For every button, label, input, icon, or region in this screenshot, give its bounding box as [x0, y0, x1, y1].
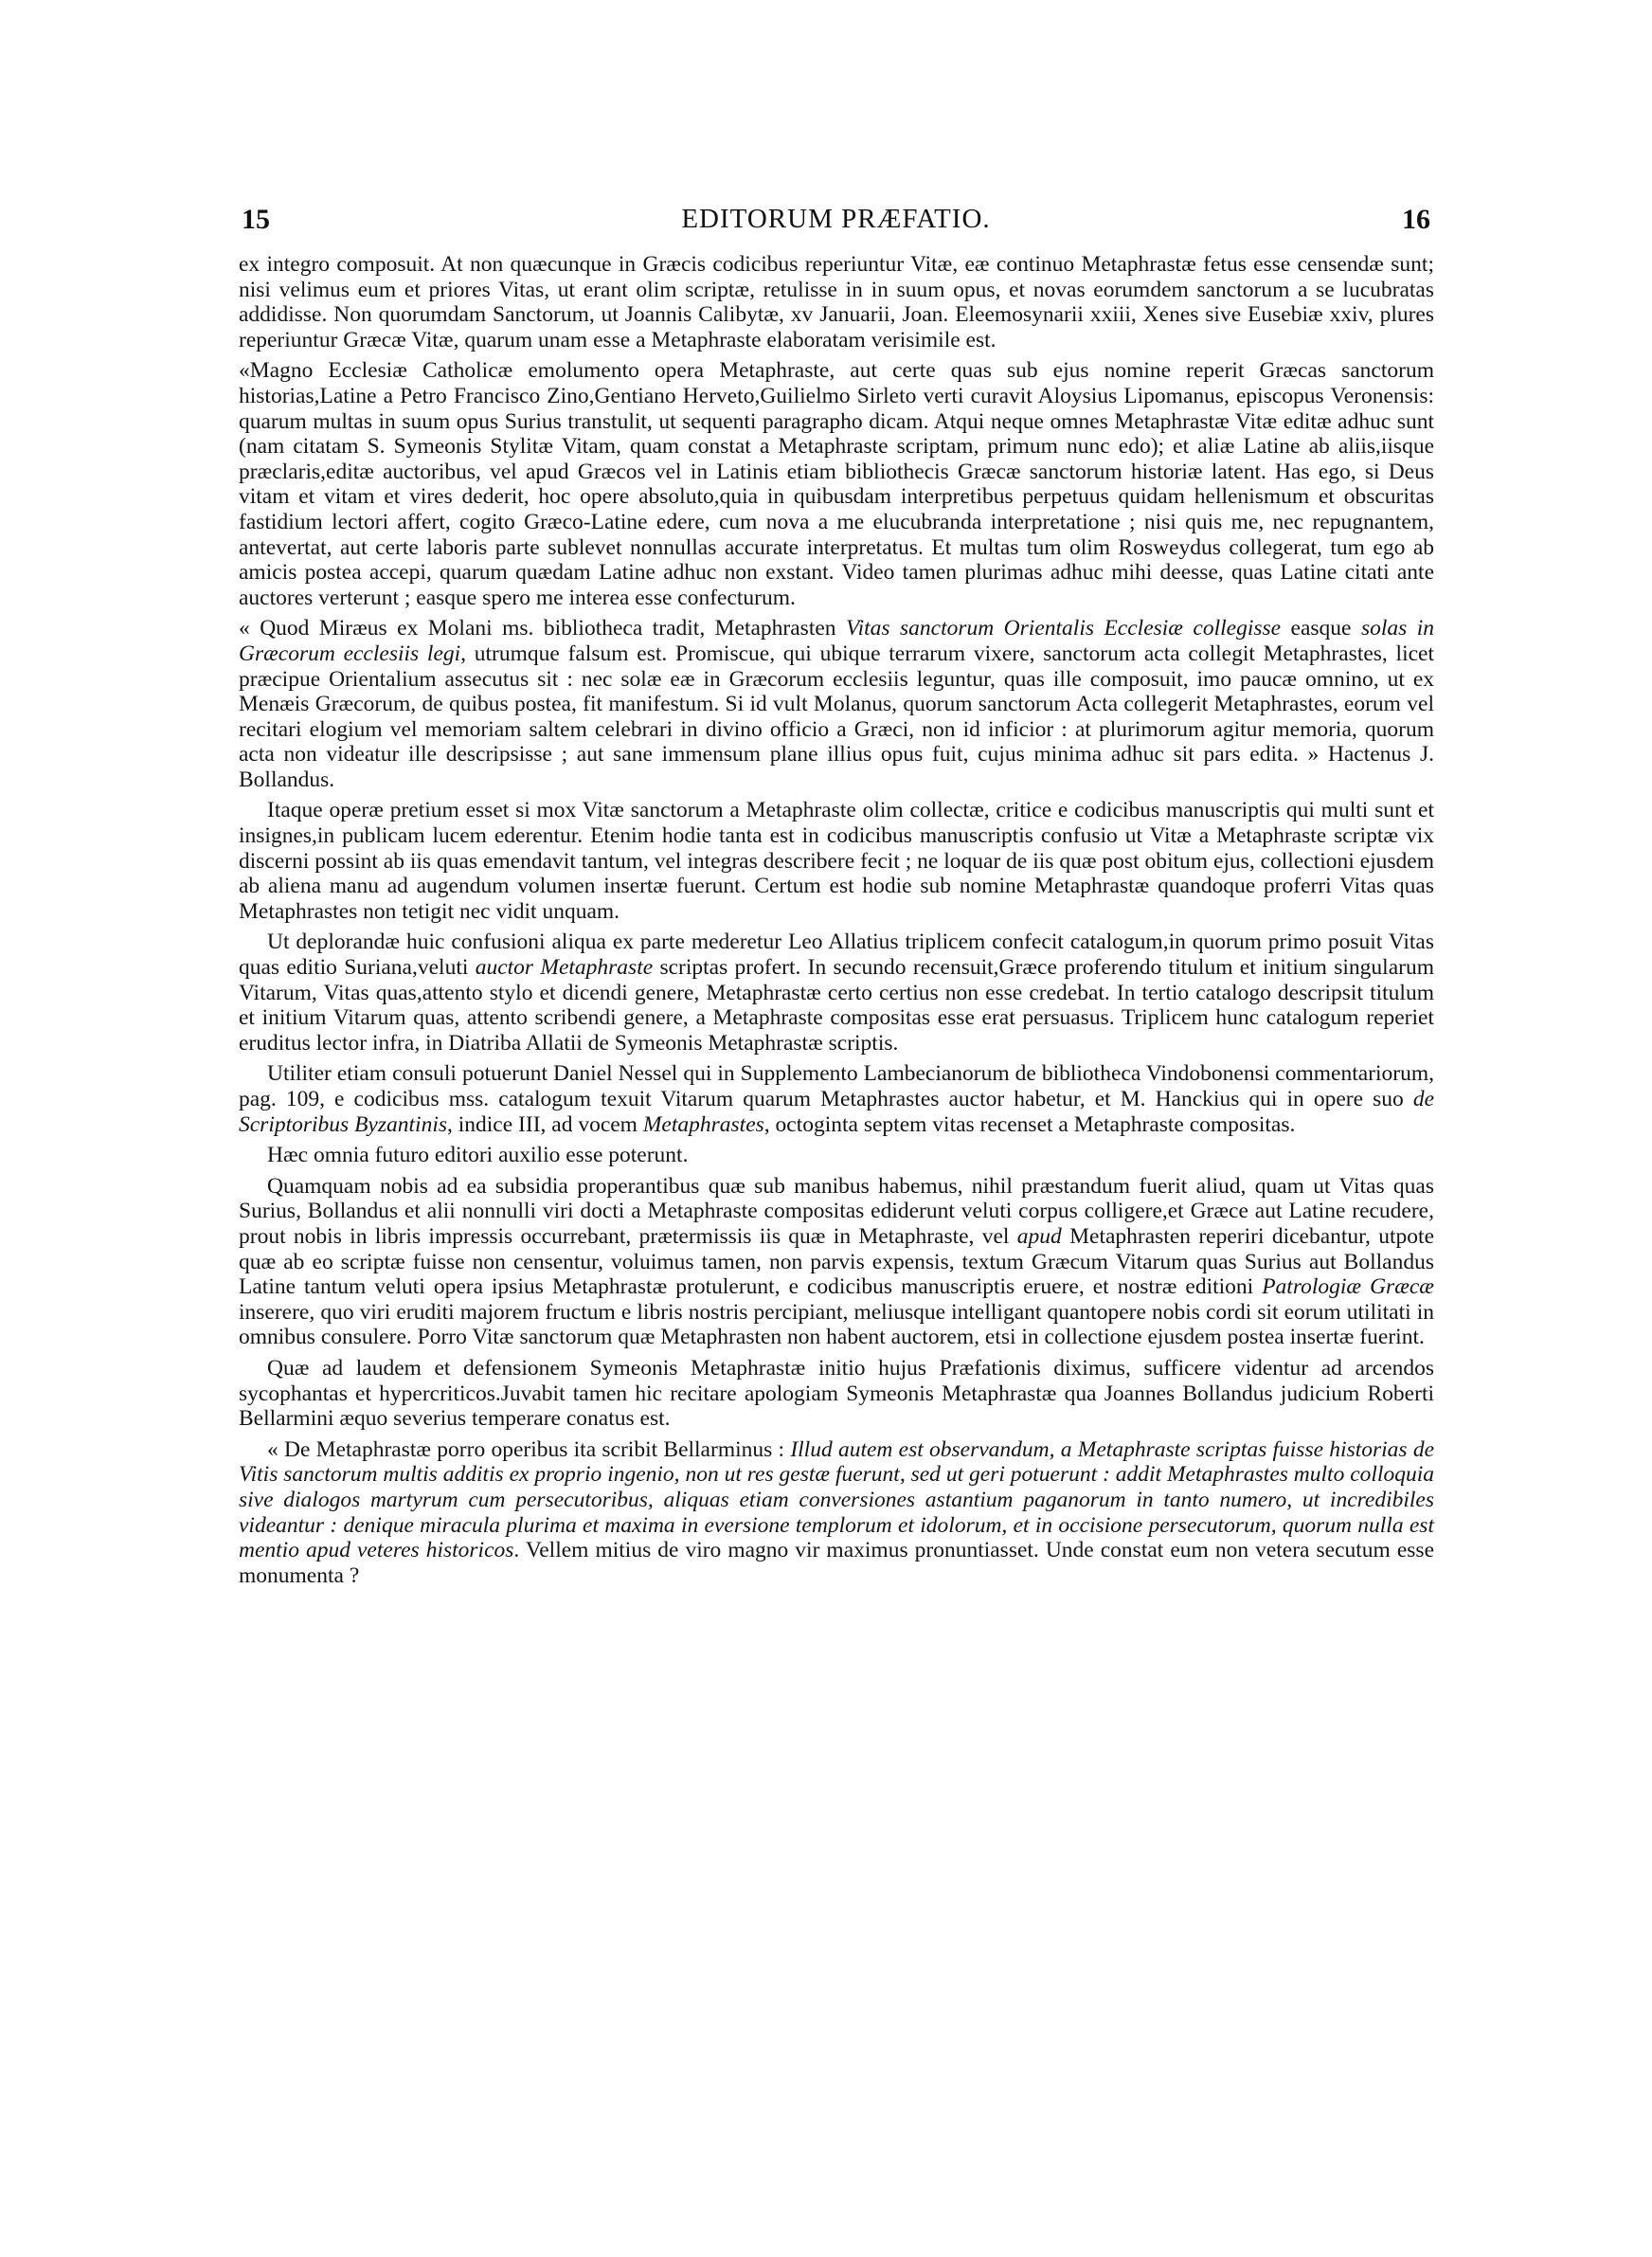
paragraph [239, 930, 1434, 1056]
text-run: Hæc omnia futuro editori auxilio esse poterunt. [267, 1143, 689, 1168]
text-run: , indice III, ad vocem [447, 1111, 643, 1137]
paragraph [239, 798, 1434, 924]
text-run: scriptas profert. In secundo recensuit,Græce proferendo titulum et initium singularum Vitarum, Vitas quas,attento stylo et dicendi genere, Metaphrastæ certo certius non esse credebat. In tertio catalogo descripsit titulum et initium Vitarum quas, attento scribendi genere, a Metaphraste compositas esse erat persuasus. Triplicem hunc catalogum reperiet eruditus lector infra, in Diatriba Allatii de Symeonis Metaphrastæ scriptis. [239, 955, 1434, 1056]
body-text [239, 252, 1434, 1594]
paragraph [239, 1061, 1434, 1137]
text-run: . Vellem mitius de viro magno vir maximus pronuntiasset. Unde constat eum non vetera secutum esse monumenta ? [239, 1538, 1434, 1588]
paragraph [239, 616, 1434, 792]
italic-text: auctor Metaphraste [475, 955, 654, 981]
page-number-left: 15 [242, 204, 270, 235]
text-run: Metaphrasten reperiri dicebantur, utpote quæ ab eo scriptæ fuisse non censentur, voluimus tamen, non parvis expensis, textum Græcum Vitarum quas Surius aut Bollandus Latine tantum veluti opera ipsius Metaphrastæ protulerunt, e codicibus manuscriptis eruere, et nostræ editioni [239, 1223, 1434, 1300]
text-run: «Magno Ecclesiæ Catholicæ emolumento opera Metaphraste, aut certe quas sub ejus nomine reperit Græcas sanctorum historias,Latine a Petro Francisco Zino,Gentiano Herveto,Guilielmo Sirleto verti curavit Aloysius Lipomanus, episcopus Veronensis: quarum multas in suum opus Surius transtulit, ut sequenti paragrapho dicam. Atqui neque omnes Metaphrastæ Vitæ editæ adhuc sunt (nam citatam S. Symeonis Stylitæ Vitam, quam constat a Metaphraste scriptam, primum nunc edo); et aliæ Latine ab aliis,iisque præclaris,editæ auctoribus, vel apud Græcos vel in Latinis etiam bibliothecis Græcæ sanctorum historiæ latent. Has ego, si Deus vitam et vitam et vires dederit, hoc opere absoluto,quia in quibusdam interpretibus perpetuus quidam hellenismum et obscuritas fastidium lectori affert, cogito Græco-Latine edere, cum nova a me elucubranda interpretatione ; nisi quis me, nec repugnantem, antevertat, aut certe laboris parte sublevet nonnullas accurate interpretatus. Et multas tum olim Rosweydus collegerat, tum ego ab amicis postea accepi, quarum quædam Latine adhuc non exstant. Video tamen plurimas adhuc mihi deesse, quas Latine citati ante auctores verterunt ; easque spero me interea esse confecturum. [239, 358, 1434, 610]
italic-text: Vitas sanctorum Orientalis Ecclesiæ collegisse [846, 616, 1282, 641]
paragraph [239, 358, 1434, 610]
italic-text: Metaphrastes [642, 1111, 764, 1137]
paragraph [239, 1356, 1434, 1432]
italic-text: solas in Græcorum ecclesiis legi [239, 616, 1434, 666]
text-run: inserere, quo viri eruditi majorem fructum e libris nostris percipiant, meliusque intelligant quantopere nobis cordi sit eorum utilitati in omnibus consulere. Porro Vitæ sanctorum quæ Metaphrasten non habent auctorem, etsi in collectione ejusdem postea insertæ fuerint. [239, 1299, 1434, 1350]
paragraph [239, 1143, 1434, 1168]
text-run: Quamquam nobis ad ea subsidia properantibus quæ sub manibus habemus, nihil præstandum fuerit aliud, quam ut Vitas quas Surius, Bollandus et alii nonnulli viri docti a Metaphraste compositas ediderunt veluti corpus colligere,et Græce aut Latine recudere, prout nobis in libris impressis occurrebant, prætermissis iis quæ in Metaphraste, vel [239, 1173, 1434, 1249]
italic-text: Patrologiæ Græcæ [1262, 1274, 1434, 1300]
text-run: ex integro composuit. At non quæcunque in Græcis codicibus reperiuntur Vitæ, eæ continuo Metaphrastæ fetus esse censendæ sunt; nisi velimus eum et priores Vitas, ut erant olim scriptæ, retulisse in in suum opus, et novas eorumdem sanctorum a se lucubratas addidisse. Non quorumdam Sanctorum, ut Joannis Calibytæ, xv Januarii, Joan. Eleemosynarii xxiii, Xenes sive Eusebiæ xxiv, plures reperiuntur Græcæ Vitæ, quarum unam esse a Metaphraste elaboratam verisimile est. [239, 252, 1434, 352]
italic-text: Illud autem est observandum, a Metaphraste scriptas fuisse historias de Vitis sanctorum multis additis ex proprio ingenio, non ut res gestæ fuerunt, sed ut geri potuerunt : addit Metaphrastes multo colloquia sive dialogos martyrum cum persecutoribus, aliquas etiam conversiones astantium paganorum in tanto numero, ut incredibiles videantur : denique miracula plurima et maxima in eversione templorum et idolorum, et in occisione persecutorum, quorum nulla est mentio apud veteres historicos [239, 1436, 1434, 1563]
running-header [242, 204, 1430, 249]
paragraph [239, 1174, 1434, 1350]
text-run: Quæ ad laudem et defensionem Symeonis Metaphrastæ initio hujus Præfationis diximus, sufficere videntur ad arcendos sycophantas et hypercriticos.Juvabit tamen hic recitare apologiam Symeonis Metaphrastæ qua Joannes Bollandus judicium Roberti Bellarmini æquo severius temperare conatus est. [239, 1355, 1434, 1432]
italic-text: de Scriptoribus Byzantinis [239, 1087, 1434, 1137]
italic-text: apud [1016, 1223, 1062, 1249]
text-run: Itaque operæ pretium esset si mox Vitæ sanctorum a Metaphraste olim collectæ, critice e codicibus manuscriptis qui multi sunt et insignes,in publicam lucem ederentur. Etenim hodie tanta est in codicibus manuscriptis confusio ut Vitæ a Metaphraste scriptæ vix discerni possint ab iis quas emendavit tantum, vel integras describere fecit ; ne loquar de iis quæ post obitum ejus, collectioni ejusdem ab aliena manu ad augendum volumen insertæ fuerunt. Certum est hodie sub nomine Metaphrastæ quandoque proferri Vitas quas Metaphrastes non tetigit nec vidit unquam. [239, 798, 1434, 924]
text-run: Utiliter etiam consuli potuerunt Daniel Nessel qui in Supplemento Lambecianorum de bibliotheca Vindobonensi commentariorum, pag. 109, e codicibus mss. catalogum texuit Vitarum quarum Metaphrastes auctor habetur, et M. Hanckius qui in opere suo [239, 1061, 1434, 1111]
text-run: Ut deplorandæ huic confusioni aliqua ex parte mederetur Leo Allatius triplicem confecit catalogum,in quorum primo posuit Vitas quas editio Suriana,veluti [239, 930, 1434, 981]
text-run: easque [1281, 616, 1361, 641]
text-run: « Quod Miræus ex Molani ms. bibliotheca tradit, Metaphrasten [239, 616, 846, 641]
paragraph [239, 252, 1434, 352]
running-title: EDITORUM PRÆFATIO. [681, 204, 991, 234]
text-run: , utrumque falsum est. Promiscue, qui ubique terrarum vixere, sanctorum acta collegit Metaphrastes, licet præcipue Orientalium assecutus sit : nec solæ eæ in Græcorum ecclesiis leguntur, quas ille composuit, imo paucæ omnino, ut ex Menæis Græcorum, de quibus postea, fit manifestum. Si id vult Molanus, quorum sanctorum Acta collegerit Metaphrastes, eorum vel recitari elogium vel memoriam saltem celebrari in divino officio a Græci, non id inficior : at plurimorum agitur memoria, quorum acta non videatur ille descripsisse ; aut sane immensum plane illius opus fuit, cujus minima adhuc sit pars edita. » Hactenus J. Bollandus. [239, 641, 1434, 792]
page-number-right: 16 [1402, 204, 1430, 235]
text-run: , octoginta septem vitas recenset a Metaphraste compositas. [763, 1111, 1296, 1137]
text-run: « De Metaphrastæ porro operibus ita scribit Bellarminus : [267, 1436, 791, 1462]
paragraph [239, 1437, 1434, 1589]
